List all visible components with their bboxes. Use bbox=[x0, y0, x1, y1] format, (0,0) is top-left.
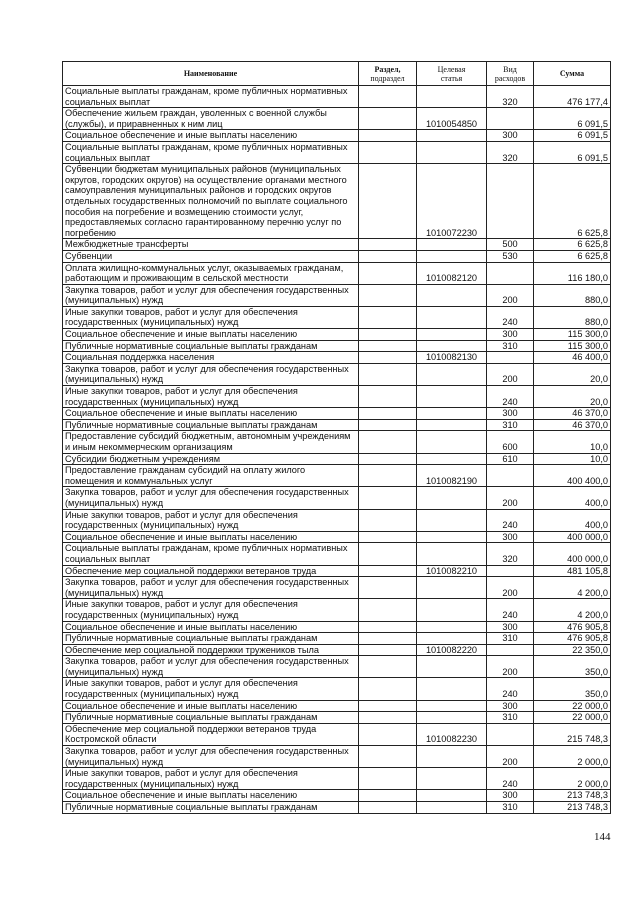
cell-kind: 310 bbox=[487, 633, 534, 645]
cell-target bbox=[417, 453, 487, 465]
table-row bbox=[63, 141, 611, 163]
cell-sum: 213 748,3 bbox=[534, 802, 611, 814]
cell-section bbox=[359, 465, 417, 487]
table-row bbox=[63, 656, 611, 678]
cell-name: Предоставление гражданам субсидий на оплату жилого помещения и коммунальных услуг bbox=[63, 465, 359, 487]
cell-section bbox=[359, 340, 417, 352]
cell-name: Субвенции bbox=[63, 250, 359, 262]
cell-kind: 320 bbox=[487, 543, 534, 565]
cell-section bbox=[359, 746, 417, 768]
cell-kind: 200 bbox=[487, 487, 534, 509]
cell-kind bbox=[487, 262, 534, 284]
table-row bbox=[63, 239, 611, 251]
cell-sum: 20,0 bbox=[534, 386, 611, 408]
cell-name: Социальное обеспечение и иные выплаты населению bbox=[63, 700, 359, 712]
cell-name: Обеспечение жильем граждан, уволенных с военной службы (службы), и приравненных к ним лиц bbox=[63, 108, 359, 130]
table-row bbox=[63, 531, 611, 543]
cell-name: Социальное обеспечение и иные выплаты населению bbox=[63, 130, 359, 142]
cell-kind: 240 bbox=[487, 599, 534, 621]
cell-sum: 4 200,0 bbox=[534, 577, 611, 599]
cell-target bbox=[417, 802, 487, 814]
cell-name: Закупка товаров, работ и услуг для обеспечения государственных (муниципальных) нужд bbox=[63, 577, 359, 599]
cell-sum: 6 625,8 bbox=[534, 164, 611, 239]
cell-kind bbox=[487, 352, 534, 364]
cell-section bbox=[359, 386, 417, 408]
table-row bbox=[63, 543, 611, 565]
cell-name: Обеспечение мер социальной поддержки ветеранов труда Костромской области bbox=[63, 723, 359, 745]
cell-sum: 350,0 bbox=[534, 678, 611, 700]
cell-target bbox=[417, 250, 487, 262]
cell-section bbox=[359, 644, 417, 656]
cell-name: Иные закупки товаров, работ и услуг для обеспечения государственных (муниципальных) нужд bbox=[63, 678, 359, 700]
cell-section bbox=[359, 621, 417, 633]
table-row bbox=[63, 633, 611, 645]
cell-target bbox=[417, 712, 487, 724]
cell-target bbox=[417, 130, 487, 142]
cell-section bbox=[359, 790, 417, 802]
cell-sum: 215 748,3 bbox=[534, 723, 611, 745]
cell-target bbox=[417, 86, 487, 108]
cell-name: Социальное обеспечение и иные выплаты населению bbox=[63, 408, 359, 420]
cell-name: Социальные выплаты гражданам, кроме публичных нормативных социальных выплат bbox=[63, 141, 359, 163]
cell-kind: 300 bbox=[487, 408, 534, 420]
table-row bbox=[63, 352, 611, 364]
cell-target: 1010072230 bbox=[417, 164, 487, 239]
column-header-sum: Сумма bbox=[534, 62, 611, 86]
cell-kind bbox=[487, 723, 534, 745]
cell-sum: 400,0 bbox=[534, 487, 611, 509]
cell-sum: 880,0 bbox=[534, 284, 611, 306]
cell-name: Иные закупки товаров, работ и услуг для обеспечения государственных (муниципальных) нужд bbox=[63, 306, 359, 328]
cell-sum: 476 905,8 bbox=[534, 621, 611, 633]
cell-name: Обеспечение мер социальной поддержки ветеранов труда bbox=[63, 565, 359, 577]
cell-section bbox=[359, 306, 417, 328]
cell-sum: 6 625,8 bbox=[534, 250, 611, 262]
cell-kind bbox=[487, 644, 534, 656]
cell-target bbox=[417, 790, 487, 802]
cell-target bbox=[417, 656, 487, 678]
cell-name: Публичные нормативные социальные выплаты гражданам bbox=[63, 712, 359, 724]
cell-section bbox=[359, 565, 417, 577]
cell-target bbox=[417, 408, 487, 420]
cell-name: Публичные нормативные социальные выплаты гражданам bbox=[63, 340, 359, 352]
cell-target bbox=[417, 284, 487, 306]
cell-sum: 115 300,0 bbox=[534, 340, 611, 352]
table-row bbox=[63, 164, 611, 239]
cell-name: Субвенции бюджетам муниципальных районов (муниципальных округов, городских округов) на осуществление органами местного самоуправления муниципальных районов и городских округов отдельных государственных полномочий по выплате социального пособия на погребение и возмещению стоимости услуг, предоставляемых согласно гарантированному перечню услуг по погребению bbox=[63, 164, 359, 239]
cell-kind: 200 bbox=[487, 577, 534, 599]
cell-kind: 320 bbox=[487, 141, 534, 163]
cell-sum: 10,0 bbox=[534, 431, 611, 453]
column-header-kind: Вид расходов bbox=[487, 62, 534, 86]
cell-kind: 240 bbox=[487, 306, 534, 328]
table-row bbox=[63, 565, 611, 577]
cell-name: Иные закупки товаров, работ и услуг для обеспечения государственных (муниципальных) нужд bbox=[63, 386, 359, 408]
cell-sum: 880,0 bbox=[534, 306, 611, 328]
cell-target bbox=[417, 306, 487, 328]
cell-sum: 116 180,0 bbox=[534, 262, 611, 284]
cell-name: Публичные нормативные социальные выплаты гражданам bbox=[63, 419, 359, 431]
cell-section bbox=[359, 577, 417, 599]
cell-sum: 22 000,0 bbox=[534, 712, 611, 724]
table-row bbox=[63, 250, 611, 262]
cell-kind: 300 bbox=[487, 790, 534, 802]
table-row bbox=[63, 768, 611, 790]
cell-kind: 310 bbox=[487, 802, 534, 814]
cell-sum: 481 105,8 bbox=[534, 565, 611, 577]
cell-section bbox=[359, 700, 417, 712]
cell-name: Закупка товаров, работ и услуг для обеспечения государственных (муниципальных) нужд bbox=[63, 363, 359, 385]
cell-target bbox=[417, 577, 487, 599]
cell-section bbox=[359, 768, 417, 790]
table-row bbox=[63, 408, 611, 420]
cell-kind: 610 bbox=[487, 453, 534, 465]
column-header-section: Раздел, подраздел bbox=[359, 62, 417, 86]
cell-target bbox=[417, 746, 487, 768]
cell-sum: 22 350,0 bbox=[534, 644, 611, 656]
cell-section bbox=[359, 284, 417, 306]
cell-sum: 400 000,0 bbox=[534, 531, 611, 543]
cell-section bbox=[359, 453, 417, 465]
cell-name: Закупка товаров, работ и услуг для обеспечения государственных (муниципальных) нужд bbox=[63, 746, 359, 768]
cell-sum: 22 000,0 bbox=[534, 700, 611, 712]
cell-name: Закупка товаров, работ и услуг для обеспечения государственных (муниципальных) нужд bbox=[63, 656, 359, 678]
table-row bbox=[63, 329, 611, 341]
column-header-name: Наименование bbox=[63, 62, 359, 86]
cell-section bbox=[359, 141, 417, 163]
cell-target bbox=[417, 700, 487, 712]
table-row bbox=[63, 678, 611, 700]
table-row bbox=[63, 599, 611, 621]
cell-name: Социальные выплаты гражданам, кроме публичных нормативных социальных выплат bbox=[63, 543, 359, 565]
cell-kind: 240 bbox=[487, 509, 534, 531]
cell-sum: 46 370,0 bbox=[534, 419, 611, 431]
cell-target bbox=[417, 141, 487, 163]
cell-section bbox=[359, 723, 417, 745]
table-row bbox=[63, 712, 611, 724]
cell-name: Социальное обеспечение и иные выплаты населению bbox=[63, 531, 359, 543]
table-row bbox=[63, 363, 611, 385]
cell-name: Социальное обеспечение и иные выплаты населению bbox=[63, 621, 359, 633]
cell-kind: 310 bbox=[487, 419, 534, 431]
cell-target bbox=[417, 431, 487, 453]
table-row bbox=[63, 790, 611, 802]
cell-section bbox=[359, 250, 417, 262]
cell-sum: 2 000,0 bbox=[534, 746, 611, 768]
cell-kind: 300 bbox=[487, 329, 534, 341]
table-row bbox=[63, 306, 611, 328]
table-row bbox=[63, 465, 611, 487]
cell-section bbox=[359, 164, 417, 239]
cell-kind: 300 bbox=[487, 621, 534, 633]
table-row bbox=[63, 108, 611, 130]
cell-sum: 115 300,0 bbox=[534, 329, 611, 341]
cell-name: Публичные нормативные социальные выплаты гражданам bbox=[63, 802, 359, 814]
table-row bbox=[63, 509, 611, 531]
cell-sum: 400 000,0 bbox=[534, 543, 611, 565]
table-header-row bbox=[63, 62, 611, 86]
cell-kind: 600 bbox=[487, 431, 534, 453]
cell-section bbox=[359, 262, 417, 284]
table-row bbox=[63, 802, 611, 814]
cell-name: Оплата жилищно-коммунальных услуг, оказываемых гражданам, работающим и проживающим в сельской местности bbox=[63, 262, 359, 284]
cell-name: Иные закупки товаров, работ и услуг для обеспечения государственных (муниципальных) нужд bbox=[63, 509, 359, 531]
cell-sum: 6 625,8 bbox=[534, 239, 611, 251]
cell-section bbox=[359, 633, 417, 645]
cell-target bbox=[417, 340, 487, 352]
cell-section bbox=[359, 531, 417, 543]
cell-kind: 300 bbox=[487, 531, 534, 543]
cell-section bbox=[359, 108, 417, 130]
cell-name: Социальное обеспечение и иные выплаты населению bbox=[63, 329, 359, 341]
cell-kind: 240 bbox=[487, 768, 534, 790]
table-row bbox=[63, 700, 611, 712]
cell-section bbox=[359, 802, 417, 814]
cell-target bbox=[417, 419, 487, 431]
table-row bbox=[63, 621, 611, 633]
table-row bbox=[63, 340, 611, 352]
cell-section bbox=[359, 487, 417, 509]
table-row bbox=[63, 723, 611, 745]
cell-target bbox=[417, 239, 487, 251]
cell-target bbox=[417, 543, 487, 565]
cell-target: 1010054850 bbox=[417, 108, 487, 130]
column-header-target: Целевая статья bbox=[417, 62, 487, 86]
cell-sum: 476 905,8 bbox=[534, 633, 611, 645]
cell-name: Предоставление субсидий бюджетным, автономным учреждениям и иным некоммерческим организациям bbox=[63, 431, 359, 453]
cell-section bbox=[359, 130, 417, 142]
cell-name: Закупка товаров, работ и услуг для обеспечения государственных (муниципальных) нужд bbox=[63, 487, 359, 509]
cell-name: Иные закупки товаров, работ и услуг для обеспечения государственных (муниципальных) нужд bbox=[63, 768, 359, 790]
cell-section bbox=[359, 239, 417, 251]
cell-sum: 400,0 bbox=[534, 509, 611, 531]
page-number: 144 bbox=[594, 831, 611, 843]
cell-target: 1010082220 bbox=[417, 644, 487, 656]
table-row bbox=[63, 86, 611, 108]
cell-section bbox=[359, 329, 417, 341]
cell-section bbox=[359, 656, 417, 678]
cell-section bbox=[359, 408, 417, 420]
table-row bbox=[63, 262, 611, 284]
cell-kind: 240 bbox=[487, 678, 534, 700]
cell-sum: 10,0 bbox=[534, 453, 611, 465]
cell-sum: 46 400,0 bbox=[534, 352, 611, 364]
budget-table-container bbox=[62, 61, 610, 814]
cell-kind: 200 bbox=[487, 656, 534, 678]
cell-kind: 200 bbox=[487, 363, 534, 385]
cell-target bbox=[417, 678, 487, 700]
cell-kind: 500 bbox=[487, 239, 534, 251]
budget-table bbox=[62, 61, 611, 814]
cell-kind: 240 bbox=[487, 386, 534, 408]
cell-name: Публичные нормативные социальные выплаты гражданам bbox=[63, 633, 359, 645]
cell-sum: 400 400,0 bbox=[534, 465, 611, 487]
cell-section bbox=[359, 599, 417, 621]
cell-section bbox=[359, 678, 417, 700]
cell-target: 1010082130 bbox=[417, 352, 487, 364]
cell-name: Обеспечение мер социальной поддержки тружеников тыла bbox=[63, 644, 359, 656]
cell-name: Социальное обеспечение и иные выплаты населению bbox=[63, 790, 359, 802]
table-row bbox=[63, 746, 611, 768]
cell-target: 1010082120 bbox=[417, 262, 487, 284]
table-row bbox=[63, 284, 611, 306]
cell-sum: 350,0 bbox=[534, 656, 611, 678]
cell-kind: 200 bbox=[487, 284, 534, 306]
cell-sum: 46 370,0 bbox=[534, 408, 611, 420]
cell-name: Иные закупки товаров, работ и услуг для обеспечения государственных (муниципальных) нужд bbox=[63, 599, 359, 621]
cell-kind: 310 bbox=[487, 712, 534, 724]
cell-sum: 6 091,5 bbox=[534, 130, 611, 142]
cell-section bbox=[359, 712, 417, 724]
cell-target: 1010082190 bbox=[417, 465, 487, 487]
cell-kind bbox=[487, 108, 534, 130]
cell-section bbox=[359, 352, 417, 364]
table-row bbox=[63, 130, 611, 142]
table-row bbox=[63, 487, 611, 509]
cell-section bbox=[359, 86, 417, 108]
cell-name: Социальные выплаты гражданам, кроме публичных нормативных социальных выплат bbox=[63, 86, 359, 108]
cell-sum: 213 748,3 bbox=[534, 790, 611, 802]
cell-sum: 20,0 bbox=[534, 363, 611, 385]
cell-name: Закупка товаров, работ и услуг для обеспечения государственных (муниципальных) нужд bbox=[63, 284, 359, 306]
table-row bbox=[63, 419, 611, 431]
cell-section bbox=[359, 363, 417, 385]
cell-target bbox=[417, 329, 487, 341]
cell-kind bbox=[487, 164, 534, 239]
cell-section bbox=[359, 509, 417, 531]
cell-name: Межбюджетные трансферты bbox=[63, 239, 359, 251]
cell-kind: 530 bbox=[487, 250, 534, 262]
cell-name: Социальная поддержка населения bbox=[63, 352, 359, 364]
cell-kind: 300 bbox=[487, 700, 534, 712]
cell-sum: 6 091,5 bbox=[534, 141, 611, 163]
cell-section bbox=[359, 431, 417, 453]
cell-sum: 2 000,0 bbox=[534, 768, 611, 790]
table-row bbox=[63, 644, 611, 656]
cell-kind: 300 bbox=[487, 130, 534, 142]
cell-target: 1010082210 bbox=[417, 565, 487, 577]
cell-kind bbox=[487, 465, 534, 487]
cell-target bbox=[417, 363, 487, 385]
cell-sum: 6 091,5 bbox=[534, 108, 611, 130]
cell-target: 1010082230 bbox=[417, 723, 487, 745]
table-row bbox=[63, 577, 611, 599]
cell-sum: 4 200,0 bbox=[534, 599, 611, 621]
cell-name: Субсидии бюджетным учреждениям bbox=[63, 453, 359, 465]
cell-target bbox=[417, 531, 487, 543]
table-row bbox=[63, 453, 611, 465]
cell-target bbox=[417, 621, 487, 633]
table-body bbox=[63, 86, 611, 814]
cell-target bbox=[417, 633, 487, 645]
cell-target bbox=[417, 599, 487, 621]
cell-target bbox=[417, 768, 487, 790]
cell-kind bbox=[487, 565, 534, 577]
cell-target bbox=[417, 487, 487, 509]
cell-section bbox=[359, 543, 417, 565]
table-row bbox=[63, 386, 611, 408]
table-row bbox=[63, 431, 611, 453]
cell-kind: 320 bbox=[487, 86, 534, 108]
cell-kind: 310 bbox=[487, 340, 534, 352]
cell-section bbox=[359, 419, 417, 431]
cell-sum: 476 177,4 bbox=[534, 86, 611, 108]
cell-target bbox=[417, 386, 487, 408]
cell-target bbox=[417, 509, 487, 531]
cell-kind: 200 bbox=[487, 746, 534, 768]
